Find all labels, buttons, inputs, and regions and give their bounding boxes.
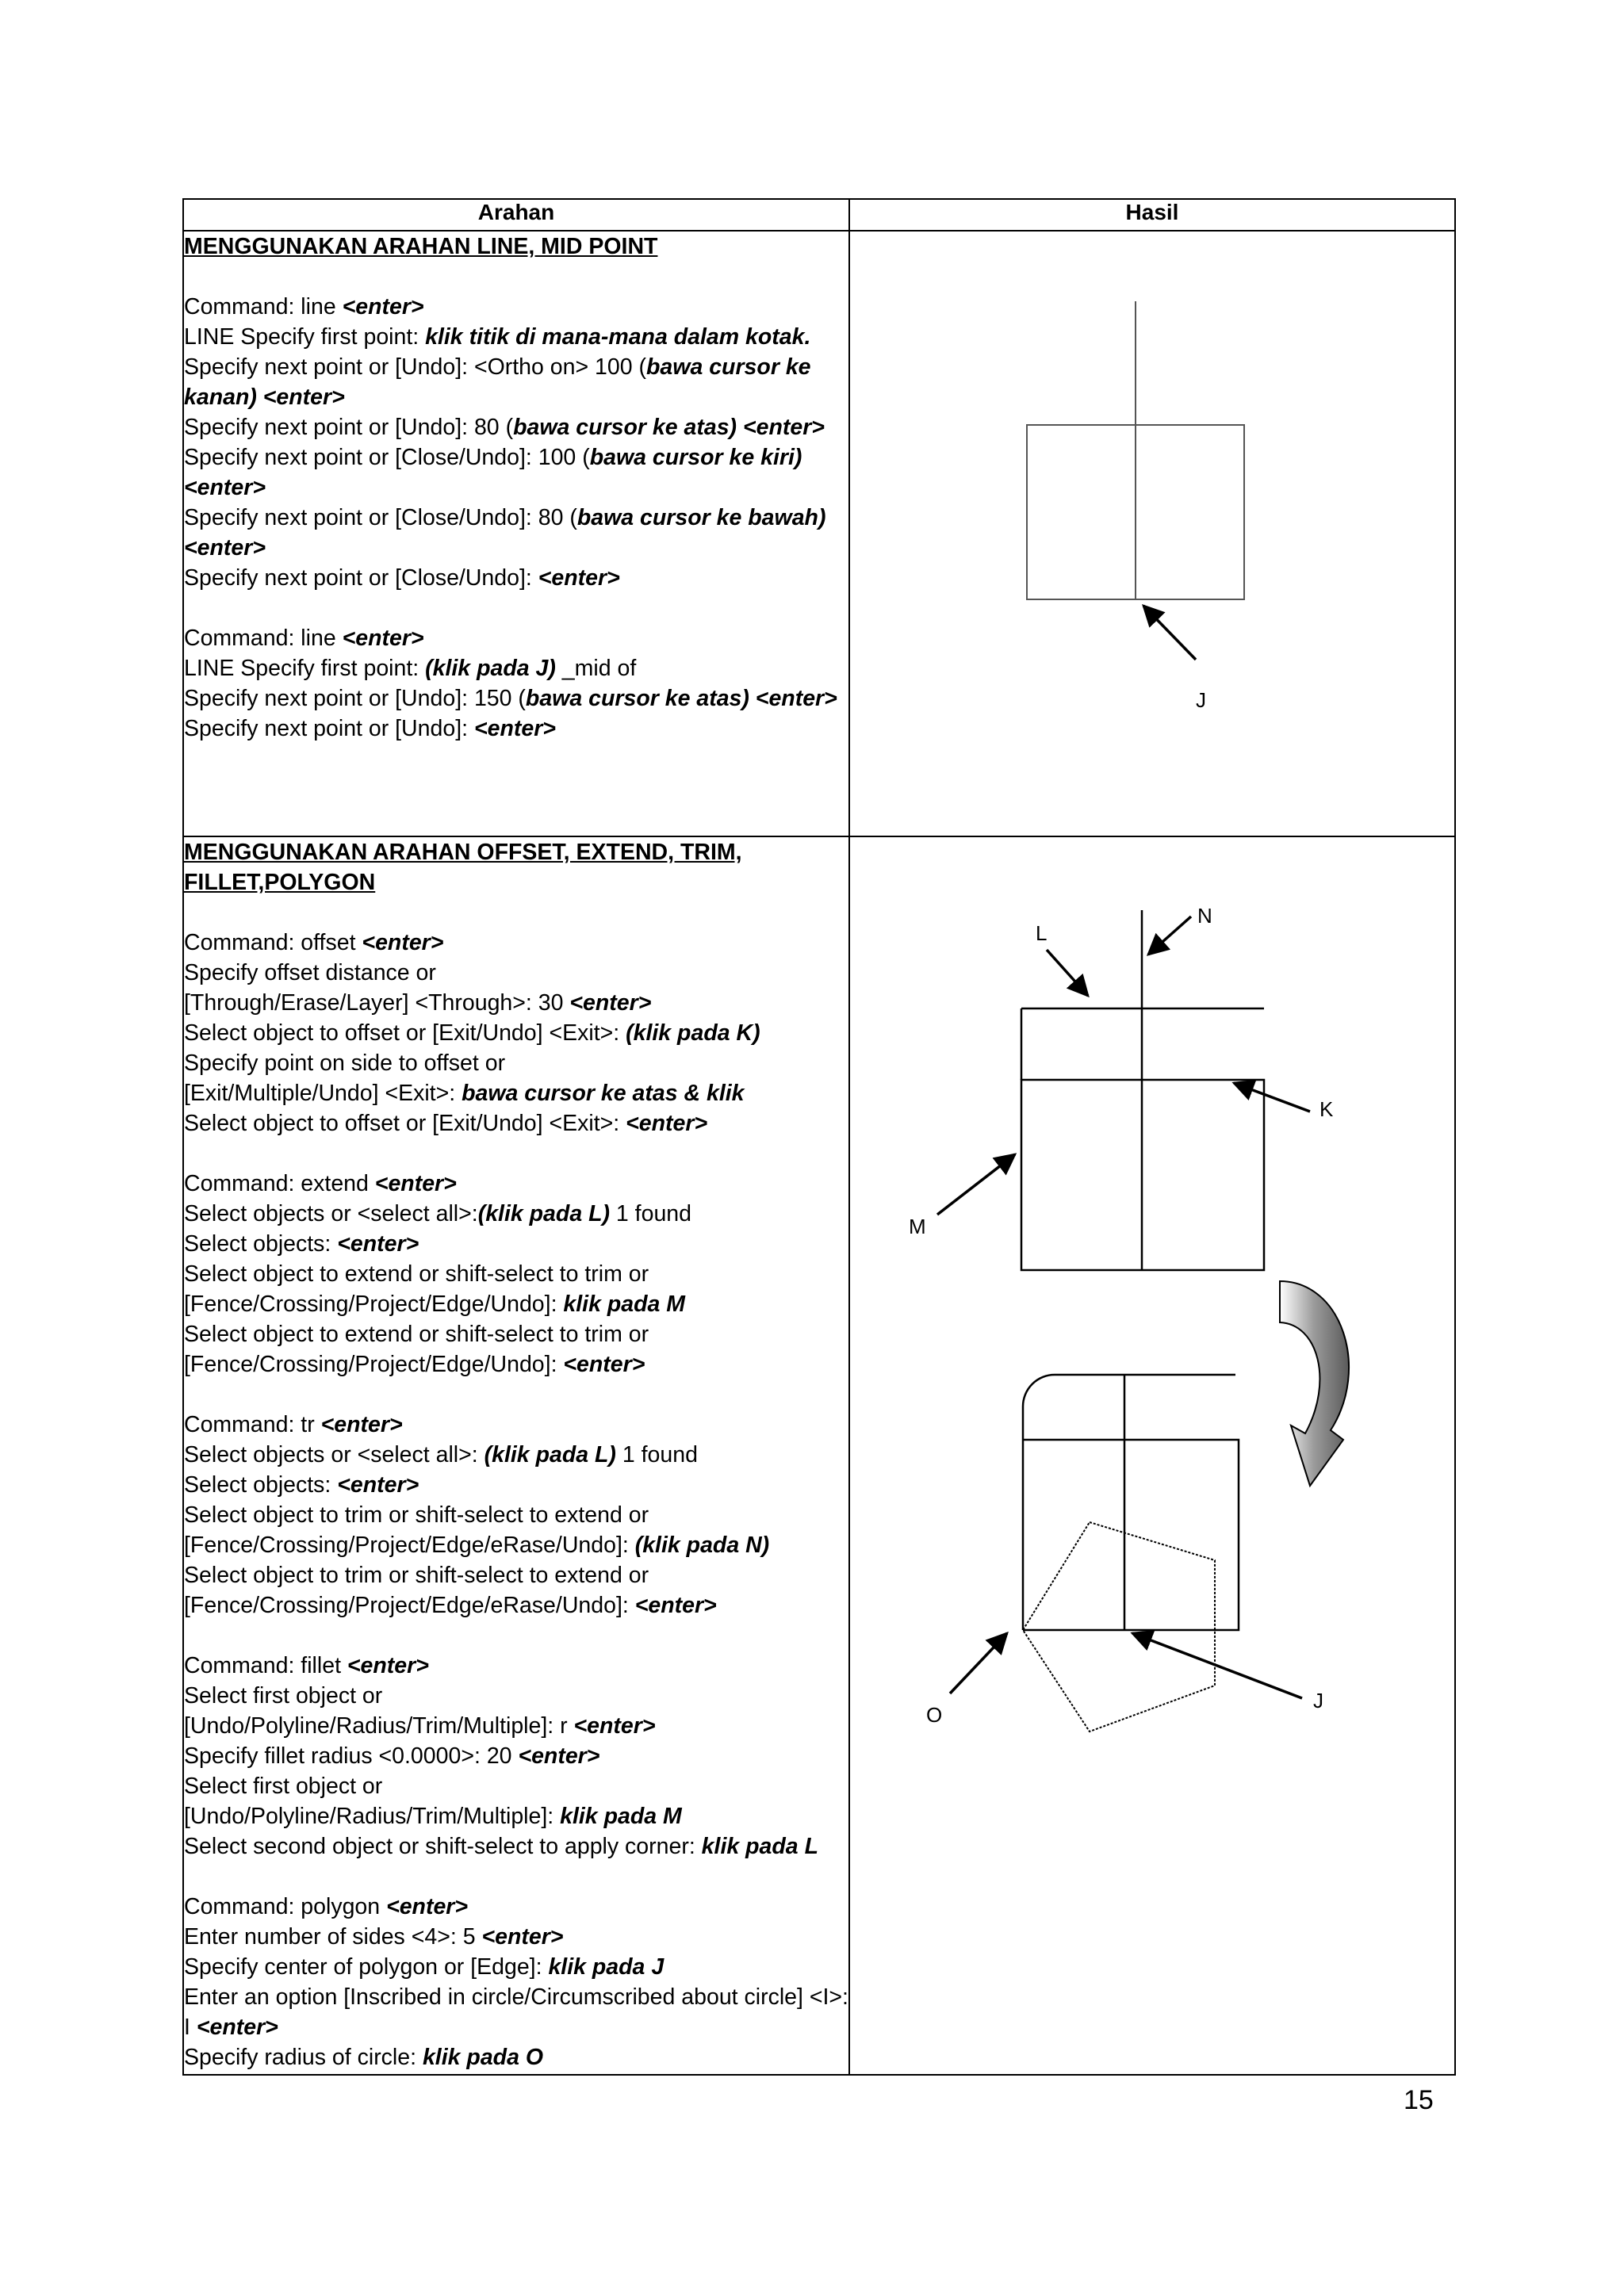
command-text: [Undo/Polyline/Radius/Trim/Multiple]:: [184, 1804, 561, 1829]
command-text: Select objects or <select all>:: [184, 1201, 478, 1226]
emphasis-text: klik pada L: [701, 1834, 818, 1859]
command-line: [184, 442, 848, 503]
arrow-n: [1148, 916, 1191, 955]
arrow-j2: [1132, 1633, 1302, 1698]
command-text: Select object to offset or [Exit/Undo] <Exit>:: [184, 1111, 626, 1136]
command-text: 1 found: [610, 1201, 692, 1226]
section1-instructions: [183, 231, 849, 836]
command-line: [184, 714, 848, 744]
label-k: K: [1320, 1097, 1334, 1121]
command-line: [184, 352, 848, 412]
emphasis-text: (klik pada L): [484, 1442, 616, 1468]
line-spacer: [184, 593, 848, 623]
line-spacer: [184, 1138, 848, 1169]
command-text: LINE Specify first point:: [184, 656, 426, 681]
section1-title: MENGGUNAKAN ARAHAN LINE, MID POINT: [184, 234, 658, 259]
command-text: Select objects:: [184, 1231, 338, 1257]
command-line: [184, 1831, 848, 1862]
emphasis-text: <enter>: [563, 1352, 645, 1377]
command-text: Specify next point or [Undo]: <Ortho on> 100 (: [184, 354, 647, 380]
command-text: Command: polygon: [184, 1894, 387, 1919]
label-n: N: [1197, 904, 1212, 928]
command-text: Select object to extend or shift-select to trim or: [184, 1261, 649, 1287]
command-text: Command: line: [184, 294, 343, 320]
emphasis-text: <enter>: [337, 1231, 419, 1257]
label-l: L: [1036, 921, 1048, 945]
command-line: [184, 1048, 848, 1078]
emphasis-text: bawa cursor ke atas) <enter>: [525, 686, 837, 711]
arrow-k: [1234, 1083, 1310, 1112]
command-text: Specify next point or [Close/Undo]: 100 (: [184, 445, 590, 470]
command-line: [184, 1018, 848, 1048]
command-line: [184, 1500, 848, 1530]
command-text: Specify next point or [Close/Undo]: 80 (: [184, 505, 577, 530]
command-text: Select second object or shift-select to apply corner:: [184, 1834, 702, 1859]
command-text: Specify next point or [Undo]: 150 (: [184, 686, 526, 711]
section2-diagram: [850, 837, 1456, 2074]
command-line: [184, 1651, 848, 1681]
command-line: [184, 1771, 848, 1801]
command-line: [184, 1229, 848, 1259]
emphasis-text: <enter>: [362, 930, 444, 955]
command-text: Command: offset: [184, 930, 362, 955]
command-line: [184, 988, 848, 1018]
command-line: [184, 503, 848, 563]
command-text: Enter number of sides <4>: 5: [184, 1924, 482, 1950]
command-text: [Through/Erase/Layer] <Through>: 30: [184, 990, 570, 1016]
command-line: [184, 1078, 848, 1108]
lower-square: [1023, 1440, 1239, 1630]
emphasis-text: bawa cursor ke atas) <enter>: [513, 415, 825, 440]
instruction-table: [182, 198, 1456, 2076]
command-line: [184, 653, 848, 683]
command-text: LINE Specify first point:: [184, 324, 426, 350]
arrow-j: [1143, 606, 1196, 660]
command-line: [184, 1319, 848, 1349]
command-line: [184, 563, 848, 593]
section1-command-list: [184, 292, 848, 744]
column-header-result: Hasil: [849, 199, 1455, 231]
label-j: J: [1196, 688, 1206, 712]
arrow-m: [937, 1154, 1015, 1215]
command-text: Specify next point or [Undo]:: [184, 716, 474, 741]
command-text: Select object to extend or shift-select to trim or: [184, 1322, 649, 1347]
command-text: [Undo/Polyline/Radius/Trim/Multiple]: r: [184, 1713, 574, 1739]
emphasis-text: <enter>: [342, 626, 424, 651]
emphasis-text: bawa cursor ke kiri) <enter>: [184, 445, 802, 500]
command-line: [184, 322, 848, 352]
section2-command-list: [184, 928, 848, 2072]
emphasis-text: klik pada M: [560, 1804, 682, 1829]
command-line: [184, 1470, 848, 1500]
section2-instructions: [183, 836, 849, 2075]
emphasis-text: <enter>: [538, 565, 620, 591]
emphasis-text: bawa cursor ke kanan) <enter>: [184, 354, 811, 410]
command-line: [184, 292, 848, 322]
emphasis-text: <enter>: [374, 1171, 457, 1196]
emphasis-text: bawa cursor ke atas & klik: [462, 1081, 745, 1106]
emphasis-text: <enter>: [386, 1894, 469, 1919]
command-text: Select object to trim or shift-select to extend or: [184, 1563, 649, 1588]
command-line: [184, 1681, 848, 1711]
column-header-instructions: Arahan: [183, 199, 849, 231]
command-line: [184, 1952, 848, 1982]
command-line: [184, 623, 848, 653]
emphasis-text: klik pada M: [563, 1292, 686, 1317]
command-text: Specify next point or [Undo]: 80 (: [184, 415, 514, 440]
emphasis-text: <enter>: [626, 1111, 708, 1136]
emphasis-text: <enter>: [634, 1593, 717, 1618]
emphasis-text: <enter>: [569, 990, 652, 1016]
emphasis-text: bawa cursor ke bawah) <enter>: [184, 505, 826, 561]
command-line: [184, 1440, 848, 1470]
command-line: [184, 928, 848, 958]
section1-result: [849, 231, 1455, 836]
command-line: [184, 1530, 848, 1560]
command-text: Specify fillet radius <0.0000>: 20: [184, 1743, 519, 1769]
command-text: Select first object or: [184, 1683, 383, 1709]
command-line: [184, 1560, 848, 1590]
section2-result: [849, 836, 1455, 2075]
command-text: Command: fillet: [184, 1653, 347, 1678]
command-line: [184, 1410, 848, 1440]
command-line: [184, 1169, 848, 1199]
command-line: [184, 1289, 848, 1319]
line-spacer: [184, 1380, 848, 1410]
command-line: [184, 2042, 848, 2072]
filleted-corner: [1023, 1375, 1235, 1630]
command-line: [184, 1801, 848, 1831]
command-text: Specify offset distance or: [184, 960, 436, 985]
emphasis-text: klik pada O: [422, 2045, 544, 2070]
emphasis-text: klik titik di mana-mana dalam kotak.: [425, 324, 811, 350]
emphasis-text: <enter>: [320, 1412, 403, 1437]
command-text: Command: tr: [184, 1412, 321, 1437]
command-line: [184, 1711, 848, 1741]
section1-diagram: [850, 232, 1456, 836]
command-line: [184, 958, 848, 988]
emphasis-text: (klik pada N): [634, 1533, 770, 1558]
command-line: [184, 1590, 848, 1621]
emphasis-text: (klik pada K): [626, 1020, 760, 1046]
emphasis-text: <enter>: [481, 1924, 564, 1950]
command-text: Select object to offset or [Exit/Undo] <Exit>:: [184, 1020, 626, 1046]
emphasis-text: <enter>: [342, 294, 424, 320]
emphasis-text: <enter>: [473, 716, 556, 741]
command-text: Select object to trim or shift-select to extend or: [184, 1502, 649, 1528]
emphasis-text: (klik pada J): [425, 656, 556, 681]
command-line: [184, 1259, 848, 1289]
command-text: Select objects:: [184, 1472, 338, 1498]
command-text: 1 found: [615, 1442, 698, 1468]
command-text: Select objects or <select all>:: [184, 1442, 485, 1468]
command-line: [184, 1892, 848, 1922]
line-spacer: [184, 1621, 848, 1651]
command-text: Enter an option [Inscribed in circle/Circumscribed about circle] <I>: I: [184, 1984, 848, 2040]
command-text: Specify next point or [Close/Undo]:: [184, 565, 538, 591]
emphasis-text: <enter>: [518, 1743, 600, 1769]
command-line: [184, 1108, 848, 1138]
command-line: [184, 1982, 848, 2042]
line-spacer: [184, 1862, 848, 1892]
command-line: [184, 1922, 848, 1952]
command-line: [184, 1741, 848, 1771]
command-text: Specify radius of circle:: [184, 2045, 423, 2070]
command-line: [184, 683, 848, 714]
arrow-o: [950, 1633, 1007, 1693]
section2-title: MENGGUNAKAN ARAHAN OFFSET, EXTEND, TRIM, FILLET,POLYGON: [184, 840, 742, 895]
command-text: [Exit/Multiple/Undo] <Exit>:: [184, 1081, 462, 1106]
command-text: [Fence/Crossing/Project/Edge/eRase/Undo]:: [184, 1593, 635, 1618]
label-m: M: [909, 1215, 926, 1238]
command-line: [184, 412, 848, 442]
command-line: [184, 1349, 848, 1380]
command-text: [Fence/Crossing/Project/Edge/eRase/Undo]:: [184, 1533, 635, 1558]
command-text: Command: line: [184, 626, 343, 651]
command-text: Specify center of polygon or [Edge]:: [184, 1954, 549, 1980]
command-text: Command: extend: [184, 1171, 375, 1196]
emphasis-text: <enter>: [337, 1472, 419, 1498]
command-text: [Fence/Crossing/Project/Edge/Undo]:: [184, 1292, 564, 1317]
command-text: [Fence/Crossing/Project/Edge/Undo]:: [184, 1352, 564, 1377]
pentagon-shape: [1023, 1522, 1215, 1732]
emphasis-text: <enter>: [573, 1713, 656, 1739]
command-text: Select first object or: [184, 1774, 383, 1799]
command-line: [184, 1199, 848, 1229]
emphasis-text: <enter>: [347, 1653, 429, 1678]
command-text: Specify point on side to offset or: [184, 1050, 506, 1076]
label-o: O: [926, 1703, 943, 1727]
command-text: _mid of: [555, 656, 637, 681]
page-number: 15: [1404, 2085, 1434, 2115]
emphasis-text: klik pada J: [548, 1954, 665, 1980]
label-j2: J: [1313, 1689, 1323, 1712]
arrow-l: [1047, 950, 1088, 996]
emphasis-text: <enter>: [196, 2015, 278, 2040]
emphasis-text: (klik pada L): [477, 1201, 610, 1226]
transition-arrow: [1280, 1281, 1349, 1486]
